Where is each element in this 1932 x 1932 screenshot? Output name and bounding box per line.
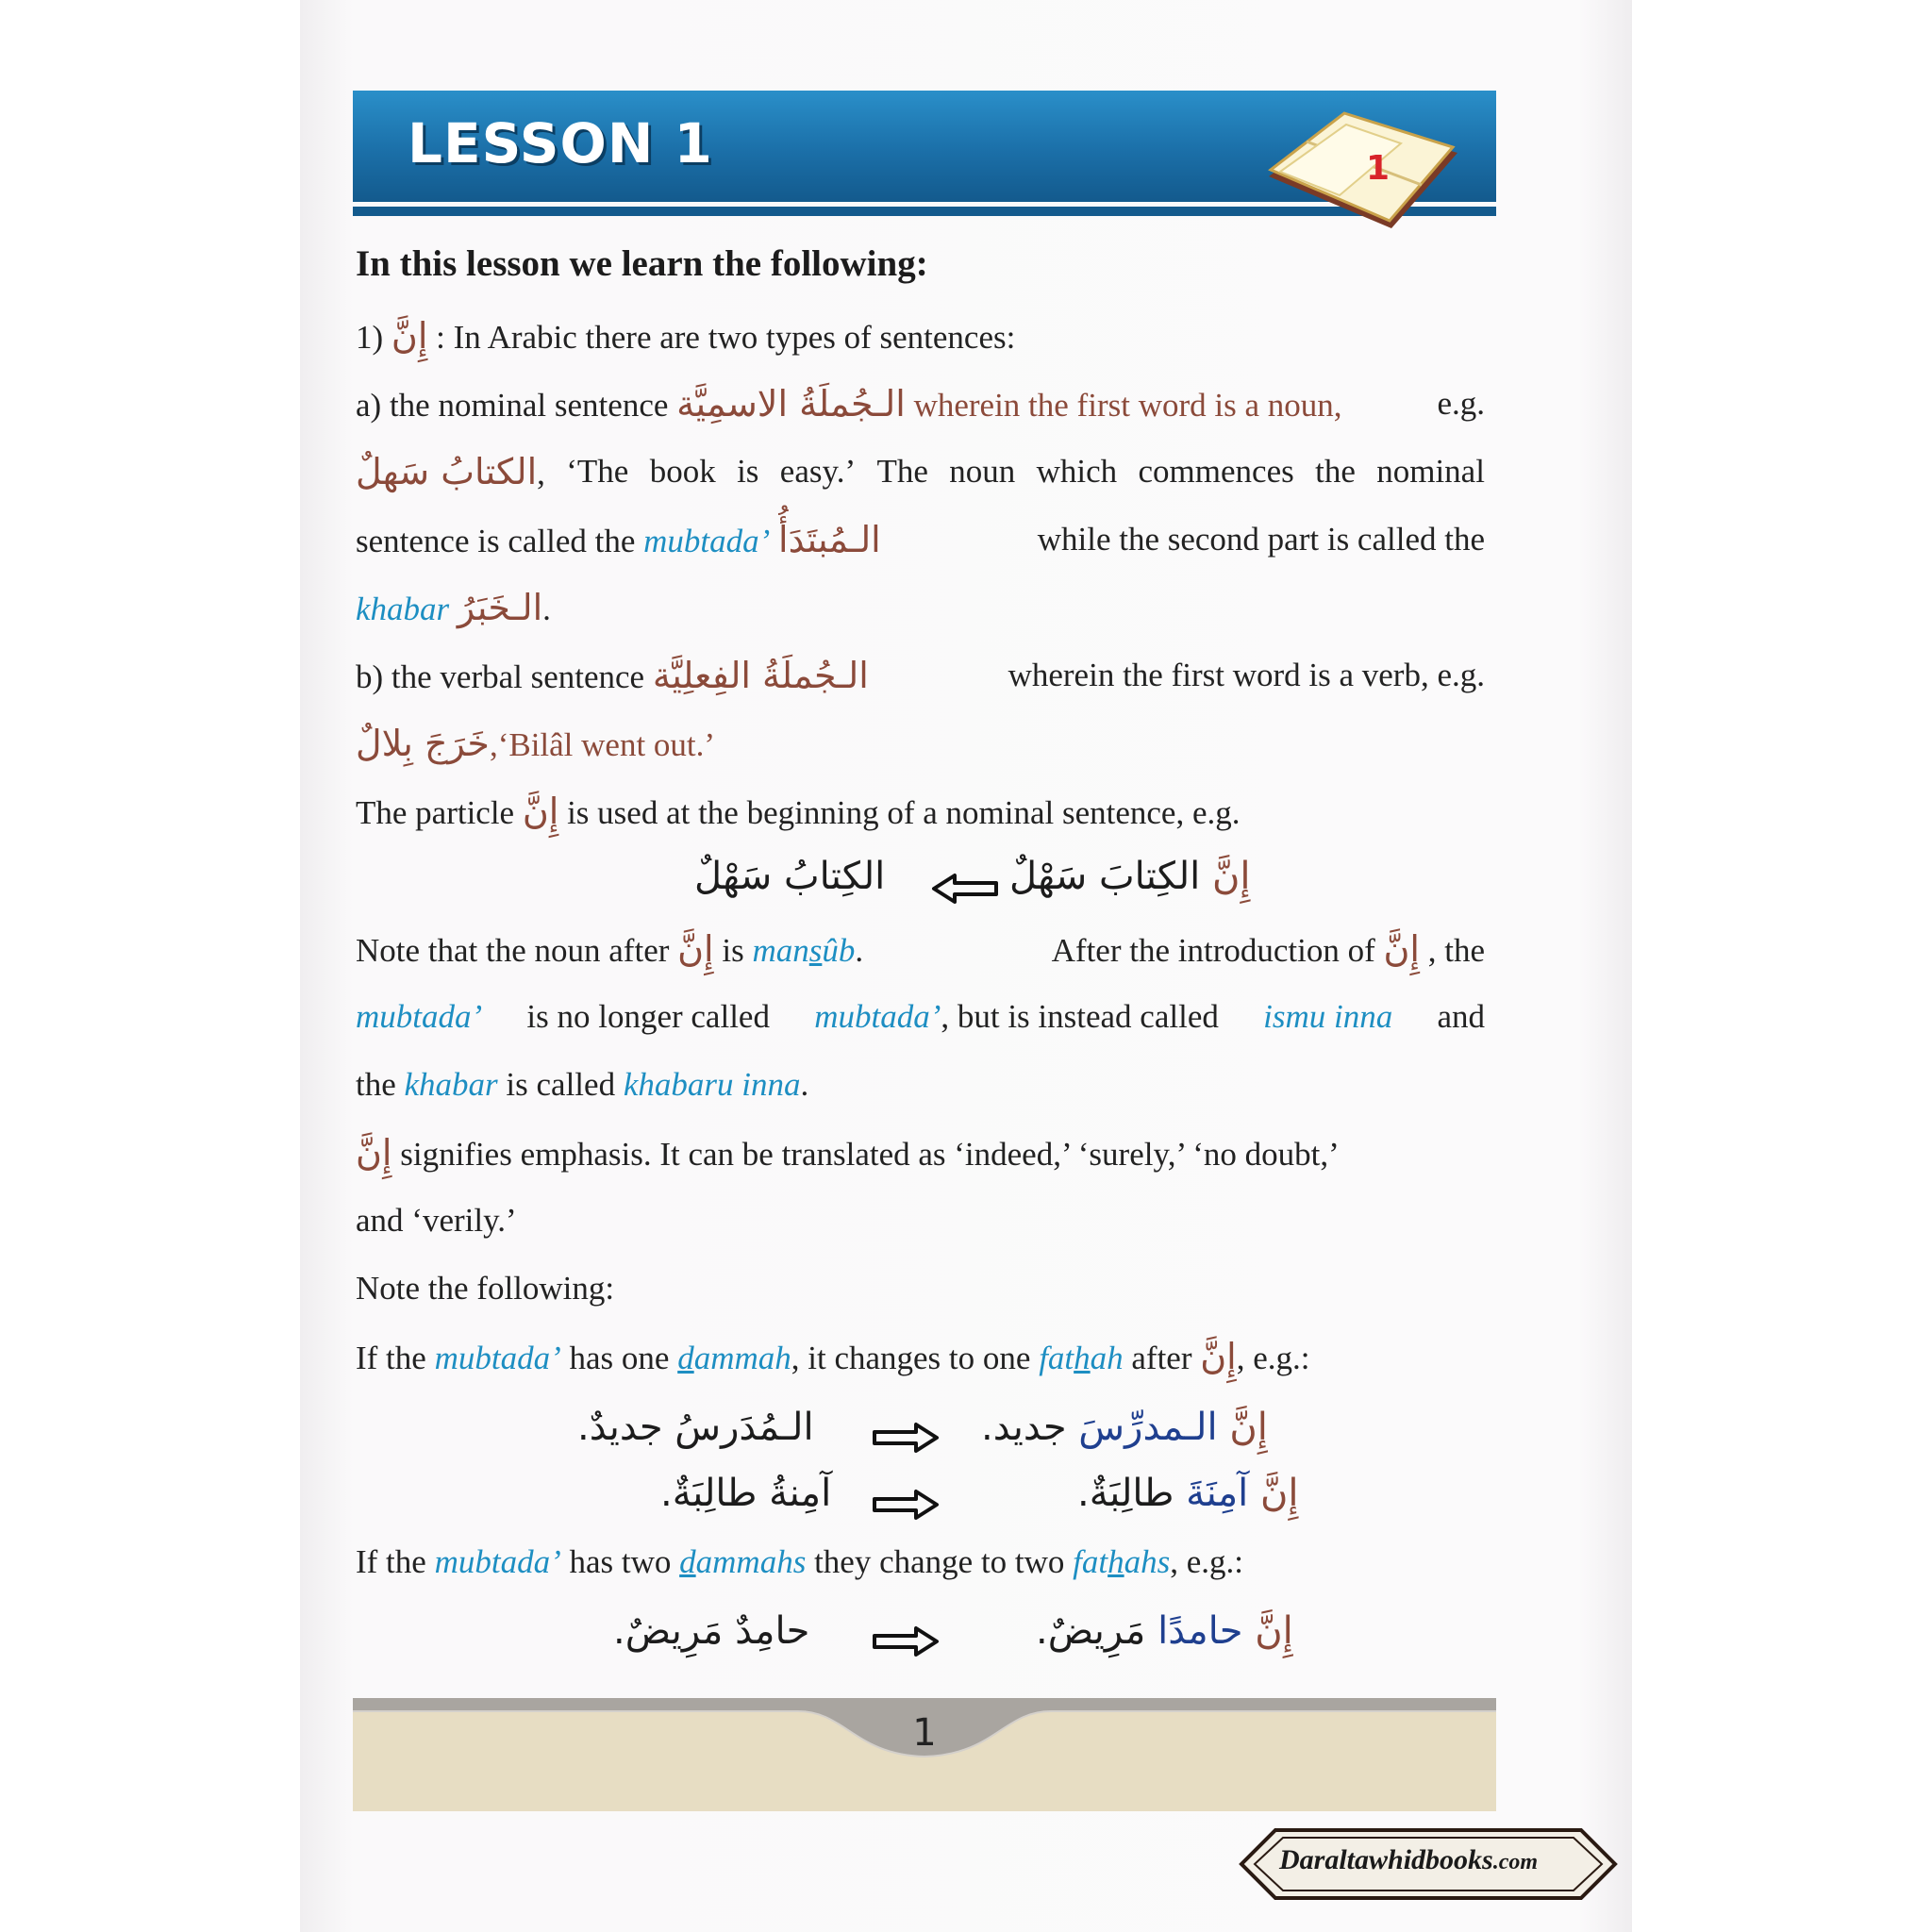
book-badge-number: 1 bbox=[1366, 149, 1391, 188]
text: sentence is called the bbox=[356, 523, 636, 559]
line-3 bbox=[356, 451, 1485, 494]
text: and bbox=[1437, 998, 1485, 1035]
line-4 bbox=[356, 519, 1485, 562]
term-mubtada: mubtada’ bbox=[356, 998, 483, 1035]
arrow-left-icon bbox=[928, 872, 1002, 906]
example-2-right bbox=[981, 1406, 1268, 1449]
word: book bbox=[649, 453, 716, 490]
line-8 bbox=[356, 791, 1485, 834]
term-mansub: man bbox=[752, 932, 809, 969]
text-brown: wherein the first word is a noun, bbox=[913, 387, 1342, 424]
arabic-word: مَرِيضٌ. bbox=[1036, 1609, 1146, 1653]
term-mubtada: mubtada’ bbox=[434, 1340, 561, 1376]
line-7 bbox=[356, 723, 1485, 766]
text: The particle bbox=[356, 794, 515, 831]
arabic-inna: إِنَّ bbox=[1383, 928, 1420, 970]
text: while the second part is called the bbox=[1037, 521, 1485, 558]
text: has two bbox=[569, 1543, 672, 1580]
arabic-mubtada: الـمُبتَدَأُ bbox=[778, 519, 881, 560]
arabic-word: الـمدرِّسَ bbox=[1078, 1406, 1218, 1449]
line-15 bbox=[356, 1336, 1485, 1379]
line-11 bbox=[356, 1064, 1485, 1106]
arabic-word: طالِبَةٌ. bbox=[1077, 1472, 1174, 1515]
text: the bbox=[356, 1066, 396, 1103]
example-3-left: آمِنةُ طالِبَةٌ. bbox=[660, 1472, 832, 1515]
term-dammahs: ammahs bbox=[695, 1543, 807, 1580]
example-1-left: الكِتابُ سَهْلٌ bbox=[694, 855, 886, 898]
text: has one bbox=[569, 1340, 670, 1376]
period: . bbox=[800, 1066, 809, 1103]
term-fathah: fat bbox=[1039, 1340, 1074, 1376]
text: wherein the first word is a verb, e.g. bbox=[1008, 657, 1485, 693]
watermark-suffix: .com bbox=[1492, 1850, 1539, 1874]
line-12 bbox=[356, 1132, 1485, 1175]
open-book-icon bbox=[1259, 87, 1467, 257]
term-ismu-inna: ismu inna bbox=[1263, 998, 1393, 1035]
word: commences bbox=[1138, 453, 1294, 490]
text: is used at the beginning of a nominal sentence, e.g. bbox=[567, 794, 1241, 831]
text: , the bbox=[1427, 932, 1485, 969]
section-heading: In this lesson we learn the following: bbox=[356, 243, 928, 284]
line-1 bbox=[356, 315, 1485, 358]
arabic-inna: إِنَّ bbox=[1255, 1609, 1293, 1653]
arabic-inna: إِنَّ bbox=[1259, 1472, 1299, 1515]
arabic-nominal-sentence: الـجُملَةُ الاسمِيَّة bbox=[676, 383, 906, 425]
text-brown: ,‘Bilâl went out.’ bbox=[489, 726, 716, 763]
example-3-right bbox=[1077, 1472, 1298, 1515]
text: is bbox=[722, 932, 744, 969]
arabic-inna: إِنَّ bbox=[677, 928, 714, 970]
term-fathahs: ahs bbox=[1124, 1543, 1171, 1580]
line-9 bbox=[356, 928, 1485, 972]
arabic-sentence: الكِتابَ سَهْلٌ bbox=[1009, 855, 1201, 898]
lesson-title: LESSON 1 bbox=[408, 111, 713, 175]
text: e.g. bbox=[1437, 385, 1485, 422]
arabic-inna: إِنَّ bbox=[522, 791, 559, 832]
word: which bbox=[1036, 453, 1118, 490]
period: . bbox=[855, 932, 864, 969]
arabic-word: جديد. bbox=[981, 1406, 1067, 1449]
line-5 bbox=[356, 587, 1485, 630]
example-2-left: الـمُدَرسُ جديدٌ. bbox=[577, 1406, 814, 1449]
text: a) the nominal sentence bbox=[356, 387, 669, 424]
line-14: Note the following: bbox=[356, 1270, 615, 1307]
word: is bbox=[737, 453, 759, 490]
word: easy.’ bbox=[779, 453, 857, 490]
term-khabar: khabar bbox=[356, 591, 450, 627]
text: Note that the noun after bbox=[356, 932, 670, 969]
example-4-right bbox=[1036, 1609, 1293, 1653]
word: The bbox=[876, 453, 928, 490]
arabic-word: آمِنَةَ bbox=[1186, 1472, 1249, 1515]
comma: , bbox=[537, 455, 545, 491]
item-number: 1) bbox=[356, 319, 384, 356]
example-4-left: حامِدٌ مَرِيضٌ. bbox=[613, 1609, 810, 1653]
text: If the bbox=[356, 1340, 426, 1376]
term-khabar: khabar bbox=[404, 1066, 498, 1103]
arabic-word: حامدًا bbox=[1158, 1609, 1243, 1653]
arabic-inna: إِنَّ bbox=[1200, 1336, 1237, 1377]
example-1-right bbox=[1009, 855, 1250, 898]
word: ‘The bbox=[566, 453, 629, 490]
text: , e.g.: bbox=[1170, 1543, 1244, 1580]
line-16 bbox=[356, 1541, 1485, 1583]
line-13: and ‘verily.’ bbox=[356, 1202, 517, 1239]
term-fathah: h bbox=[1074, 1340, 1091, 1376]
term-mansub: ûb bbox=[822, 932, 856, 969]
arabic-inna: إِنَّ bbox=[1229, 1406, 1268, 1449]
term-mubtada: mubtada’ bbox=[814, 998, 941, 1035]
arabic-inna: إِنَّ bbox=[391, 315, 428, 357]
arabic-example: خَرَجَ بِلالٌ bbox=[356, 723, 490, 764]
text: b) the verbal sentence bbox=[356, 658, 645, 695]
text: they change to two bbox=[814, 1543, 1065, 1580]
line-10 bbox=[356, 996, 1485, 1038]
text: If the bbox=[356, 1543, 426, 1580]
text: : In Arabic there are two types of sentences: bbox=[436, 319, 1016, 356]
text: After the introduction of bbox=[1051, 932, 1375, 969]
word: the bbox=[1315, 453, 1356, 490]
term-dammah: d bbox=[677, 1340, 694, 1376]
term-fathahs: h bbox=[1108, 1543, 1124, 1580]
term-mansub: s bbox=[808, 932, 823, 969]
term-mubtada: mubtada’ bbox=[434, 1543, 561, 1580]
text: , e.g.: bbox=[1236, 1340, 1310, 1376]
arabic-verbal-sentence: الـجُملَةُ الفِعلِيَّة bbox=[652, 655, 869, 696]
page-number: 1 bbox=[912, 1711, 937, 1755]
term-fathahs: fat bbox=[1073, 1543, 1108, 1580]
period: . bbox=[542, 591, 551, 627]
line-2 bbox=[356, 383, 1485, 426]
arabic-inna: إِنَّ bbox=[1211, 855, 1251, 898]
term-dammahs: d bbox=[679, 1543, 696, 1580]
arrow-right-icon bbox=[869, 1421, 942, 1455]
text: signifies emphasis. It can be translated as ‘indeed,’ ‘surely,’ ‘no doubt,’ bbox=[400, 1136, 1340, 1173]
arabic-khabar: الـخَبَرُ bbox=[457, 587, 543, 628]
word: noun bbox=[949, 453, 1016, 490]
line-6 bbox=[356, 655, 1485, 698]
watermark-name: Daraltawhidbooks bbox=[1279, 1844, 1493, 1875]
arabic-example: الكتابُ سَهلٌ bbox=[356, 451, 538, 492]
watermark-text bbox=[1279, 1844, 1538, 1876]
word: nominal bbox=[1376, 453, 1485, 490]
text: , but is instead called bbox=[941, 998, 1219, 1035]
arrow-right-icon bbox=[869, 1488, 942, 1522]
text: is called bbox=[506, 1066, 616, 1103]
term-mubtada: mubtada’ bbox=[643, 523, 771, 559]
term-dammah: ammah bbox=[693, 1340, 791, 1376]
text: after bbox=[1131, 1340, 1192, 1376]
arabic-inna: إِنَّ bbox=[356, 1132, 392, 1174]
text: , it changes to one bbox=[791, 1340, 1031, 1376]
arrow-right-icon bbox=[869, 1624, 942, 1658]
text: is no longer called bbox=[526, 998, 770, 1035]
term-fathah: ah bbox=[1090, 1340, 1124, 1376]
term-khabaru-inna: khabaru inna bbox=[623, 1066, 801, 1103]
